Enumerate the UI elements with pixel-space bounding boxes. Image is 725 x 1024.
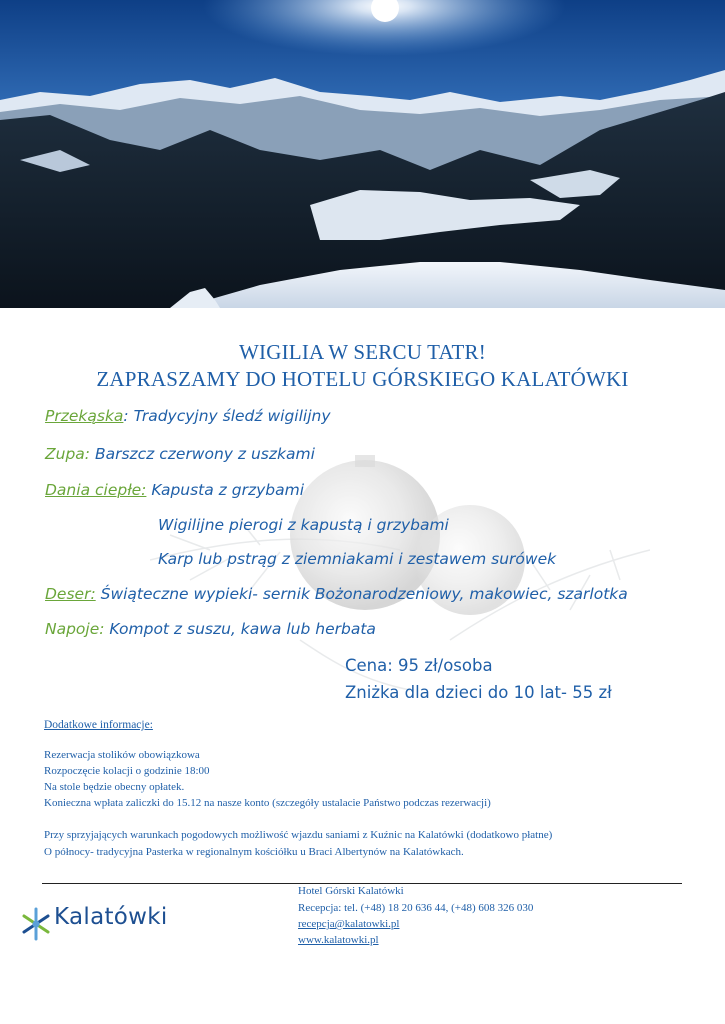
menu-item-starter bbox=[45, 407, 331, 425]
footer-divider bbox=[42, 883, 682, 884]
dessert-label: Deser: bbox=[45, 585, 96, 603]
info-heading: Dodatkowe informacje: bbox=[44, 719, 153, 731]
reception-email-link[interactable]: recepcja@kalatowki.pl bbox=[298, 918, 400, 930]
snowflake-icon bbox=[22, 906, 50, 942]
kalatowki-logo bbox=[22, 904, 202, 944]
starter-text: : Tradycyjny śledź wigilijny bbox=[123, 407, 331, 425]
info-line: Na stole będzie obecny opłatek. bbox=[44, 781, 185, 793]
page-subtitle: ZAPRASZAMY DO HOTELU GÓRSKIEGO KALATÓWKI bbox=[96, 367, 629, 391]
info-line: Rezerwacja stolików obowiązkowa bbox=[44, 749, 200, 761]
menu-item-drinks bbox=[45, 620, 376, 638]
price-children: Zniżka dla dzieci do 10 lat- 55 zł bbox=[345, 683, 612, 702]
dessert-text: Świąteczne wypieki- sernik Bożonarodzeniowy, makowiec, szarlotka bbox=[95, 585, 628, 603]
starter-label: Przekąska bbox=[45, 407, 124, 425]
drinks-label: Napoje: bbox=[45, 620, 105, 638]
info-line: Przy sprzyjających warunkach pogodowych możliwość wjazdu saniami z Kuźnic na Kalatówki (dodatkowo płatne) bbox=[44, 829, 553, 841]
soup-text: Barszcz czerwony z uszkami bbox=[90, 445, 315, 463]
menu-item-hot-dishes bbox=[45, 481, 304, 499]
drinks-text: Kompot z suszu, kawa lub herbata bbox=[104, 620, 376, 638]
info-line: Rozpoczęcie kolacji o godzinie 18:00 bbox=[44, 765, 210, 777]
hero-mountain-photo bbox=[0, 0, 725, 308]
hot-dishes-label: Dania ciepłe: bbox=[45, 481, 147, 499]
logo-wordmark: Kalatówki bbox=[54, 904, 168, 930]
menu-item-pierogi: Wigilijne pierogi z kapustą i grzybami bbox=[158, 516, 449, 534]
info-line: O północy- tradycyjna Pasterka w regionalnym kościółku u Braci Albertynów na Kalatówkach. bbox=[44, 846, 464, 858]
hotel-name: Hotel Górski Kalatówki bbox=[298, 885, 404, 897]
price-adult: Cena: 95 zł/osoba bbox=[345, 656, 493, 675]
menu-item-fish: Karp lub pstrąg z ziemniakami i zestawem surówek bbox=[158, 550, 557, 568]
website-link[interactable]: www.kalatowki.pl bbox=[298, 934, 379, 946]
reception-phone: Recepcja: tel. (+48) 18 20 636 44, (+48) 608 326 030 bbox=[298, 902, 534, 914]
info-line: Konieczna wpłata zaliczki do 15.12 na nasze konto (szczegóły ustalacie Państwo podczas rezerwacji) bbox=[44, 797, 491, 809]
soup-label: Zupa: bbox=[45, 445, 91, 463]
menu-item-dessert bbox=[45, 585, 628, 603]
page-title: WIGILIA W SERCU TATR! bbox=[239, 340, 486, 364]
hot-dishes-text: Kapusta z grzybami bbox=[146, 481, 305, 499]
menu-item-soup bbox=[45, 445, 315, 463]
